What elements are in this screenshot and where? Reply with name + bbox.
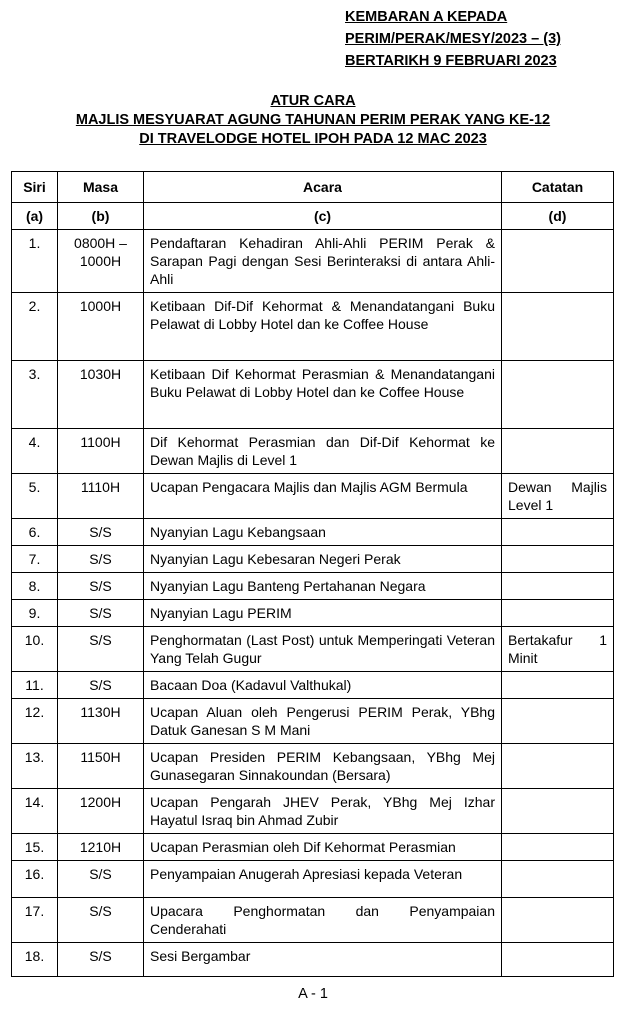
cell-siri: 5. bbox=[12, 474, 58, 519]
cell-acara: Ketibaan Dif Kehormat Perasmian & Menandatangani Buku Pelawat di Lobby Hotel dan ke Coffee House bbox=[144, 361, 502, 429]
header-catatan: Catatan bbox=[502, 172, 614, 203]
cell-siri: 6. bbox=[12, 519, 58, 546]
cell-masa: S/S bbox=[58, 573, 144, 600]
cell-acara: Ucapan Pengacara Majlis dan Majlis AGM Bermula bbox=[144, 474, 502, 519]
cell-catatan bbox=[502, 361, 614, 429]
cell-masa: 1210H bbox=[58, 834, 144, 861]
cell-catatan bbox=[502, 546, 614, 573]
cell-siri: 14. bbox=[12, 789, 58, 834]
cell-siri: 4. bbox=[12, 429, 58, 474]
table-row bbox=[12, 744, 614, 789]
cell-catatan bbox=[502, 600, 614, 627]
table-row bbox=[12, 627, 614, 672]
table-row bbox=[12, 230, 614, 293]
table-row bbox=[12, 898, 614, 943]
cell-masa: 1200H bbox=[58, 789, 144, 834]
cell-siri: 7. bbox=[12, 546, 58, 573]
cell-masa: 1030H bbox=[58, 361, 144, 429]
reference-line-3: BERTARIKH 9 FEBRUARI 2023 bbox=[345, 53, 557, 69]
cell-acara: Nyanyian Lagu Kebesaran Negeri Perak bbox=[144, 546, 502, 573]
letter-acara: (c) bbox=[144, 203, 502, 230]
table-row bbox=[12, 546, 614, 573]
reference-block bbox=[345, 6, 561, 72]
cell-masa: S/S bbox=[58, 600, 144, 627]
cell-acara: Penyampaian Anugerah Apresiasi kepada Veteran bbox=[144, 861, 502, 898]
title-line-2: MAJLIS MESYUARAT AGUNG TAHUNAN PERIM PERAK YANG KE-12 bbox=[75, 112, 551, 128]
cell-masa: 1100H bbox=[58, 429, 144, 474]
cell-siri: 11. bbox=[12, 672, 58, 699]
table-row bbox=[12, 519, 614, 546]
title-line-1: ATUR CARA bbox=[270, 93, 356, 109]
agenda-body bbox=[12, 230, 614, 977]
cell-acara: Bacaan Doa (Kadavul Valthukal) bbox=[144, 672, 502, 699]
cell-siri: 16. bbox=[12, 861, 58, 898]
table-row bbox=[12, 943, 614, 977]
cell-siri: 1. bbox=[12, 230, 58, 293]
header-siri: Siri bbox=[12, 172, 58, 203]
cell-siri: 15. bbox=[12, 834, 58, 861]
table-row bbox=[12, 789, 614, 834]
cell-siri: 10. bbox=[12, 627, 58, 672]
cell-siri: 8. bbox=[12, 573, 58, 600]
cell-acara: Ketibaan Dif-Dif Kehormat & Menandatangani Buku Pelawat di Lobby Hotel dan ke Coffee House bbox=[144, 293, 502, 361]
cell-acara: Pendaftaran Kehadiran Ahli-Ahli PERIM Perak & Sarapan Pagi dengan Sesi Berinteraksi di antara Ahli-Ahli bbox=[144, 230, 502, 293]
cell-siri: 3. bbox=[12, 361, 58, 429]
cell-siri: 9. bbox=[12, 600, 58, 627]
cell-siri: 12. bbox=[12, 699, 58, 744]
table-row bbox=[12, 361, 614, 429]
reference-line-2: PERIM/PERAK/MESY/2023 – (3) bbox=[345, 31, 561, 47]
table-row bbox=[12, 672, 614, 699]
cell-acara: Ucapan Perasmian oleh Dif Kehormat Perasmian bbox=[144, 834, 502, 861]
cell-acara: Sesi Bergambar bbox=[144, 943, 502, 977]
table-row bbox=[12, 474, 614, 519]
table-row bbox=[12, 293, 614, 361]
cell-masa: S/S bbox=[58, 943, 144, 977]
table-row bbox=[12, 600, 614, 627]
cell-acara: Ucapan Aluan oleh Pengerusi PERIM Perak, YBhg Datuk Ganesan S M Mani bbox=[144, 699, 502, 744]
cell-siri: 18. bbox=[12, 943, 58, 977]
cell-masa: S/S bbox=[58, 898, 144, 943]
cell-catatan bbox=[502, 834, 614, 861]
cell-masa: 1130H bbox=[58, 699, 144, 744]
cell-masa: 1110H bbox=[58, 474, 144, 519]
cell-acara: Nyanyian Lagu Banteng Pertahanan Negara bbox=[144, 573, 502, 600]
table-row bbox=[12, 861, 614, 898]
cell-catatan: Bertakafur 1 Minit bbox=[502, 627, 614, 672]
cell-catatan bbox=[502, 230, 614, 293]
cell-siri: 13. bbox=[12, 744, 58, 789]
letter-catatan: (d) bbox=[502, 203, 614, 230]
header-masa: Masa bbox=[58, 172, 144, 203]
title-line-3: DI TRAVELODGE HOTEL IPOH PADA 12 MAC 2023 bbox=[139, 131, 487, 147]
cell-acara: Nyanyian Lagu Kebangsaan bbox=[144, 519, 502, 546]
cell-catatan bbox=[502, 519, 614, 546]
letter-siri: (a) bbox=[12, 203, 58, 230]
cell-acara: Upacara Penghormatan dan Penyampaian Cenderahati bbox=[144, 898, 502, 943]
table-row bbox=[12, 699, 614, 744]
cell-catatan bbox=[502, 898, 614, 943]
cell-masa: 1000H bbox=[58, 293, 144, 361]
cell-masa: 1150H bbox=[58, 744, 144, 789]
cell-masa: S/S bbox=[58, 672, 144, 699]
agenda-table bbox=[11, 171, 614, 977]
table-row bbox=[12, 429, 614, 474]
cell-acara: Dif Kehormat Perasmian dan Dif-Dif Kehormat ke Dewan Majlis di Level 1 bbox=[144, 429, 502, 474]
table-row bbox=[12, 573, 614, 600]
cell-catatan bbox=[502, 429, 614, 474]
cell-acara: Nyanyian Lagu PERIM bbox=[144, 600, 502, 627]
document-title bbox=[0, 92, 626, 149]
cell-acara: Ucapan Pengarah JHEV Perak, YBhg Mej Izhar Hayatul Israq bin Ahmad Zubir bbox=[144, 789, 502, 834]
cell-masa: S/S bbox=[58, 627, 144, 672]
cell-masa: S/S bbox=[58, 861, 144, 898]
cell-masa: 0800H – 1000H bbox=[58, 230, 144, 293]
cell-siri: 2. bbox=[12, 293, 58, 361]
cell-siri: 17. bbox=[12, 898, 58, 943]
cell-catatan bbox=[502, 744, 614, 789]
page-number: A - 1 bbox=[298, 986, 328, 1002]
cell-catatan: Dewan Majlis Level 1 bbox=[502, 474, 614, 519]
cell-catatan bbox=[502, 699, 614, 744]
cell-catatan bbox=[502, 293, 614, 361]
table-row bbox=[12, 834, 614, 861]
cell-catatan bbox=[502, 789, 614, 834]
cell-masa: S/S bbox=[58, 546, 144, 573]
header-acara: Acara bbox=[144, 172, 502, 203]
cell-masa: S/S bbox=[58, 519, 144, 546]
cell-catatan bbox=[502, 861, 614, 898]
column-letter-row bbox=[12, 203, 614, 230]
cell-acara: Penghormatan (Last Post) untuk Memperingati Veteran Yang Telah Gugur bbox=[144, 627, 502, 672]
letter-masa: (b) bbox=[58, 203, 144, 230]
cell-catatan bbox=[502, 573, 614, 600]
cell-catatan bbox=[502, 943, 614, 977]
cell-catatan bbox=[502, 672, 614, 699]
reference-line-1: KEMBARAN A KEPADA bbox=[345, 9, 508, 25]
header-row bbox=[12, 172, 614, 203]
cell-acara: Ucapan Presiden PERIM Kebangsaan, YBhg Mej Gunasegaran Sinnakoundan (Bersara) bbox=[144, 744, 502, 789]
